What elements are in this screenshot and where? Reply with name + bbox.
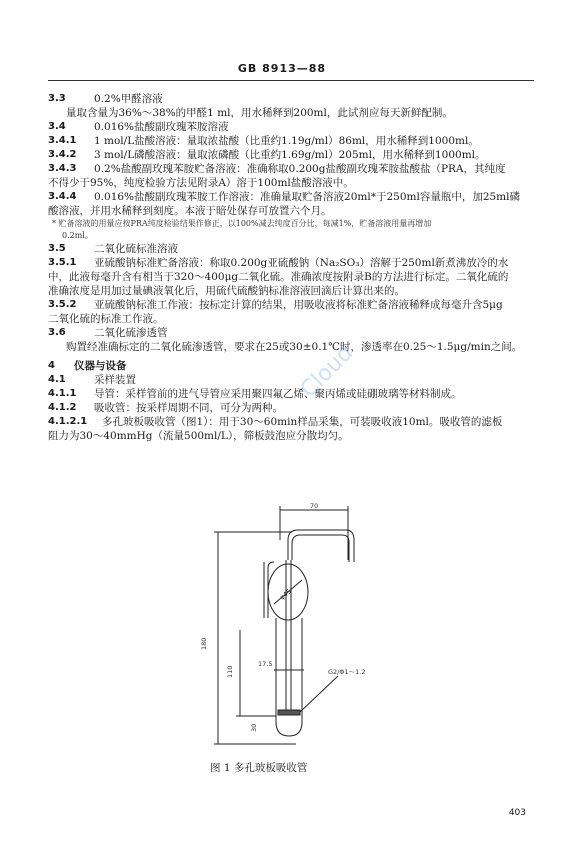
clause-text: 二氧化硫标准溶液 (94, 243, 178, 255)
clause-text: 不得少于95%，纯度检验方法见附录A）溶于100ml盐酸溶液中。 (48, 177, 354, 189)
clause-text: 购置经准确标定的二氧化硫渗透管，要求在25或30±0.1℃时，渗透率在0.25～1.5μg/min之间。 (66, 341, 523, 353)
clause-number: 3.4 (48, 121, 66, 132)
text-line (48, 387, 538, 401)
clause-text: 亚硫酸钠标准贮备溶液：称取0.200g亚硫酸钠（Na₂SO₃）溶解于250ml新煮沸放冷的水 (94, 257, 509, 269)
clause-text: 多孔玻板吸收管（图1）：用于30～60min样品采集，可装吸收液10ml。吸收管的滤板 (102, 416, 503, 428)
absorber-tube-diagram (196, 500, 366, 755)
text-line (48, 204, 538, 218)
text-line (48, 120, 538, 134)
text-line (48, 373, 538, 387)
clause-number: 3.5.1 (48, 257, 77, 268)
clause-text: 仪器与设备 (74, 360, 127, 372)
clause-text: 中，此液每毫升含有相当于320～400μg二氧化硫。准确浓度按附录B的方法进行标定。二氧化硫的 (48, 271, 509, 283)
header-rule (48, 80, 534, 81)
dim-tube-label: 17.5 (258, 660, 273, 668)
text-line (48, 415, 538, 429)
clause-number: 3.5.2 (48, 299, 77, 310)
clause-text: 采样装置 (94, 374, 136, 386)
text-line (48, 359, 538, 373)
text-line (48, 242, 538, 256)
page-number: 403 (508, 808, 526, 818)
clause-text: 量取含量为36%～38%的甲醛1 ml，用水稀释到200ml，此试剂应每天新鲜配制。 (66, 107, 453, 119)
outlet-arm (268, 562, 274, 618)
clause-number: 3.4.4 (48, 191, 77, 202)
outer-body (276, 618, 302, 736)
clause-text: 二氧化硫的标准工作液。 (48, 313, 164, 325)
clause-text: 0.2%甲醛溶液 (94, 93, 163, 105)
frit-label: G2/Φ1～1.2 (328, 668, 366, 676)
clause-number: 3.3 (48, 93, 66, 104)
text-line (48, 134, 538, 148)
clause-number: 4 (48, 360, 55, 371)
clause-number: 4.1 (48, 374, 66, 385)
body-text (48, 92, 538, 443)
text-line (48, 256, 538, 270)
text-line (48, 92, 538, 106)
clause-text: 亚硫酸钠标准工作液：按标定计算的结果，用吸收液将标准贮备溶液稀释成每毫升含5μg (94, 299, 503, 311)
clause-text: 0.016%盐酸副玫瑰苯胺溶液 (94, 121, 229, 133)
clause-text: 导管：采样管前的进气导管应采用聚四氟乙烯、聚丙烯或硅硼玻璃等材料制成。 (94, 388, 462, 400)
clause-text: * 贮备溶液的用量应按PRA纯度检验结果作修正，以100%减去纯度百分比，每减1%，贮备溶液用量再增加 (52, 219, 432, 228)
text-line (48, 401, 538, 415)
text-line (48, 284, 538, 298)
watermark: Cloud (296, 340, 359, 403)
clause-number: 3.5 (48, 243, 66, 254)
text-line (48, 298, 538, 312)
text-line (48, 106, 538, 120)
clause-text: 0.2%盐酸副玫瑰苯胺贮备溶液：准确称取0.200g盐酸副玫瑰苯胺盐酸盐（PRA，其纯度 (94, 163, 506, 175)
text-line (48, 176, 538, 190)
clause-text: 0.016%盐酸副玫瑰苯胺工作溶液：准确量取贮备溶液20ml*于250ml容量瓶中，加25ml磷 (94, 191, 520, 203)
text-line (48, 218, 538, 230)
clause-text: 3 mol/L磷酸溶液：量取浓磷酸（比重约1.69g/ml）205ml，用水稀释到1000ml。 (94, 149, 486, 161)
clause-text: 1 mol/L盐酸溶液：量取浓盐酸（比重约1.19g/ml）86ml，用水稀释到1000ml。 (94, 135, 479, 147)
text-line (48, 230, 538, 242)
clause-number: 4.1.2.1 (48, 416, 88, 427)
clause-text: 准确浓度是用加过量碘液氧化后，用硫代硫酸钠标准溶液回滴后计算出来的。 (48, 285, 405, 297)
text-line (48, 326, 538, 340)
clause-text: 二氧化硫渗透管 (94, 327, 168, 339)
clause-number: 3.4.3 (48, 163, 77, 174)
clause-number: 3.6 (48, 327, 66, 338)
frit-plate (278, 710, 300, 715)
text-line (48, 340, 538, 354)
clause-text: 阻力为30～40mmHg（流量500ml/L），筛板鼓泡应分散均匀。 (48, 430, 349, 442)
text-line (48, 148, 538, 162)
dim-height-label: 180 (200, 637, 208, 650)
figure-caption: 图 1 多孔玻板吸收管 (210, 762, 308, 774)
dim-inner-label: 110 (226, 665, 234, 678)
clause-text: 酸溶液，并用水稀释到刻度。本液于暗处保存可放置六个月。 (48, 205, 332, 217)
text-line (48, 312, 538, 326)
clause-text: 吸收管：按采样周期不同，可分为两种。 (94, 402, 283, 414)
clause-number: 4.1.1 (48, 388, 77, 399)
dim-bulb-label: φ45 (278, 587, 293, 602)
text-line (48, 162, 538, 176)
text-line (48, 270, 538, 284)
text-line (48, 429, 538, 443)
text-line (48, 190, 538, 204)
clause-number: 4.1.2 (48, 402, 77, 413)
clause-number: 3.4.2 (48, 149, 77, 160)
clause-text: 0.2ml。 (62, 231, 93, 240)
clause-number: 3.4.1 (48, 135, 77, 146)
dim-top-label: 70 (310, 502, 319, 510)
standard-header: GB 8913—88 (237, 62, 327, 75)
dim-bottom-label: 30 (250, 723, 258, 732)
